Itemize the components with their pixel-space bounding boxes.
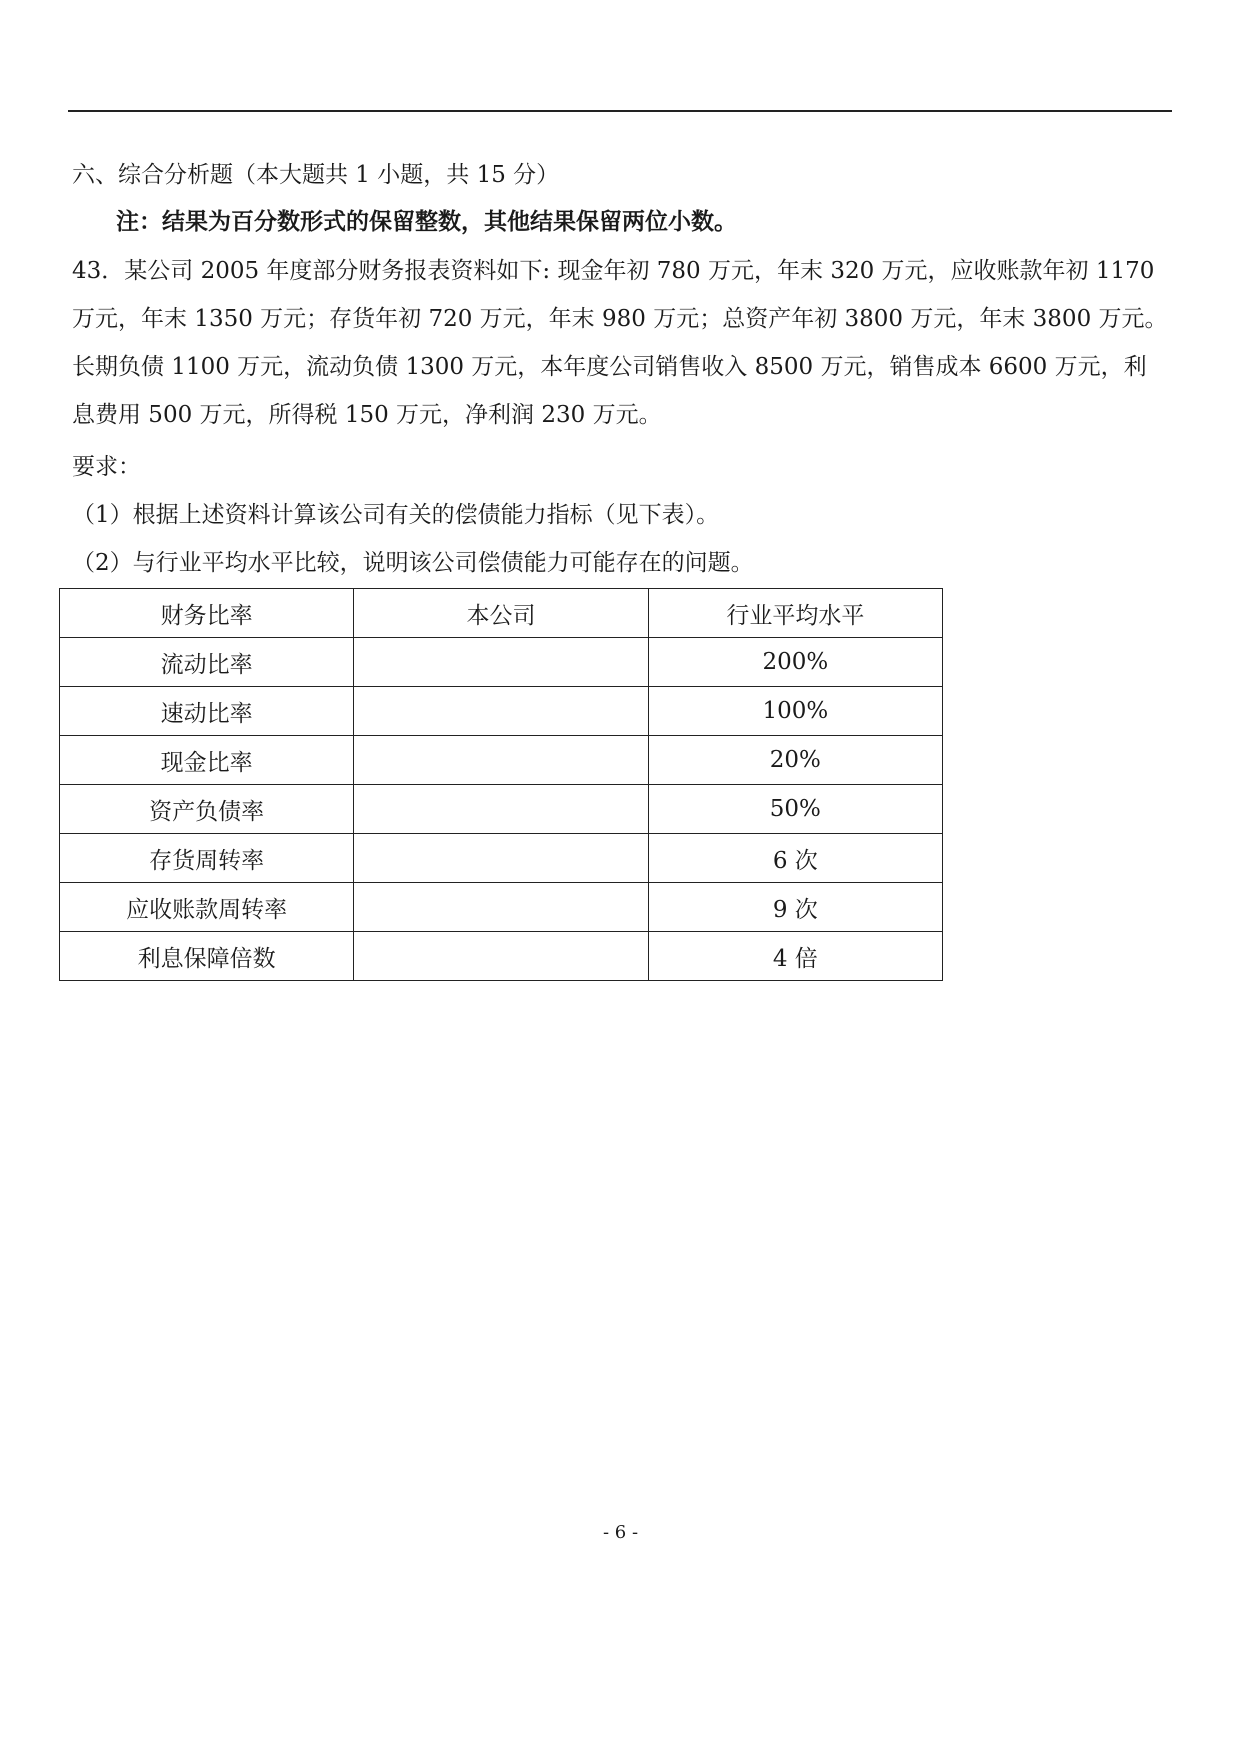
requirements-label: 要求： xyxy=(72,454,141,480)
company-value xyxy=(354,834,648,883)
question-body xyxy=(72,247,1170,439)
ratio-name: 应收账款周转率 xyxy=(60,883,354,932)
requirement-2: （2）与行业平均水平比较，说明该公司偿债能力可能存在的问题。 xyxy=(72,550,754,576)
table-row xyxy=(60,736,943,785)
section-title: 六、综合分析题（本大题共 1 小题，共 15 分） xyxy=(72,162,560,188)
page-number: - 6 - xyxy=(602,1522,639,1543)
industry-value: 9 次 xyxy=(648,883,942,932)
ratio-name: 现金比率 xyxy=(60,736,354,785)
note: 注：结果为百分数形式的保留整数，其他结果保留两位小数。 xyxy=(116,209,737,235)
table-row xyxy=(60,638,943,687)
header-company: 本公司 xyxy=(354,589,648,638)
company-value xyxy=(354,687,648,736)
ratio-name: 流动比率 xyxy=(60,638,354,687)
header-ratio: 财务比率 xyxy=(60,589,354,638)
table-header-row xyxy=(60,589,943,638)
ratio-name: 资产负债率 xyxy=(60,785,354,834)
table-row xyxy=(60,883,943,932)
industry-value: 200% xyxy=(648,638,942,687)
table-row xyxy=(60,932,943,981)
question-line: 长期负债 1100 万元，流动负债 1300 万元，本年度公司销售收入 8500 万元，销售成本 6600 万元，利 xyxy=(72,354,1147,380)
ratio-name: 存货周转率 xyxy=(60,834,354,883)
company-value xyxy=(354,932,648,981)
question-line: 息费用 500 万元，所得税 150 万元，净利润 230 万元。 xyxy=(72,402,662,428)
table-row xyxy=(60,687,943,736)
industry-value: 100% xyxy=(648,687,942,736)
company-value xyxy=(354,785,648,834)
industry-value: 50% xyxy=(648,785,942,834)
industry-value: 20% xyxy=(648,736,942,785)
company-value xyxy=(354,736,648,785)
company-value xyxy=(354,883,648,932)
ratio-name: 利息保障倍数 xyxy=(60,932,354,981)
industry-value: 6 次 xyxy=(648,834,942,883)
ratio-name: 速动比率 xyxy=(60,687,354,736)
industry-value: 4 倍 xyxy=(648,932,942,981)
question-line: 43．某公司 2005 年度部分财务报表资料如下: 现金年初 780 万元，年末 320 万元，应收账款年初 1170 xyxy=(72,258,1155,284)
question-line: 万元，年末 1350 万元；存货年初 720 万元，年末 980 万元；总资产年初 3800 万元，年末 3800 万元。 xyxy=(72,306,1168,332)
table-row xyxy=(60,834,943,883)
table-row xyxy=(60,785,943,834)
company-value xyxy=(354,638,648,687)
header-industry: 行业平均水平 xyxy=(648,589,942,638)
requirement-1: （1）根据上述资料计算该公司有关的偿债能力指标（见下表）。 xyxy=(72,502,720,528)
ratio-table xyxy=(59,588,943,981)
header-rule xyxy=(68,110,1172,112)
